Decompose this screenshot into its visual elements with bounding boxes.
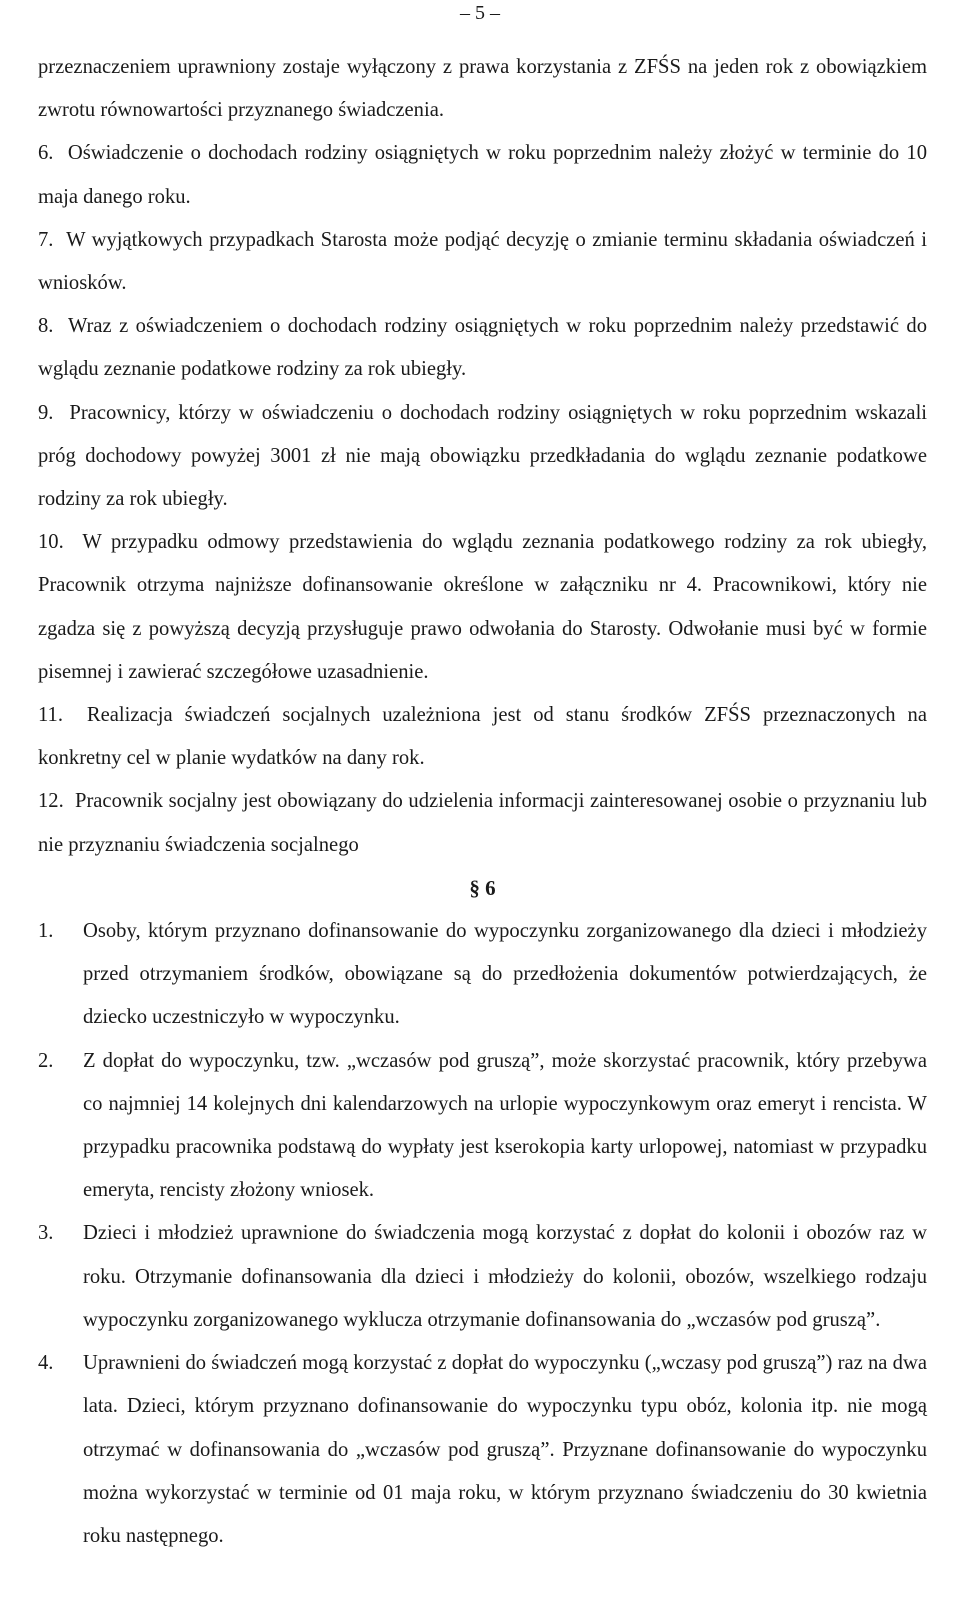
- list-item: [38, 694, 927, 780]
- item-number: 3.: [38, 1222, 54, 1245]
- list-item: [38, 910, 927, 1040]
- list-item: [38, 780, 927, 866]
- item-number: 6.: [38, 142, 61, 165]
- item-text: Pracownicy, którzy w oświadczeniu o dochodach rodziny osiągniętych w roku poprzednim wskazali próg dochodowy powyżej 3001 zł nie mają obowiązku przedkładania do wglądu zeznanie podatkowe rodziny za rok ubiegły.: [38, 401, 928, 511]
- intro-paragraph: przeznaczeniem uprawniony zostaje wyłączony z prawa korzystania z ZFŚS na jeden rok z obowiązkiem zwrotu równowartości przyznanego świadczenia.: [38, 56, 927, 122]
- list-item: [38, 219, 927, 305]
- item-text: Oświadczenie o dochodach rodziny osiągniętych w roku poprzednim należy złożyć w terminie do 10 maja danego roku.: [38, 142, 928, 208]
- list-item: [38, 521, 927, 694]
- list-item: [38, 305, 927, 391]
- item-text: W wyjątkowych przypadkach Starosta może podjąć decyzję o zmianie terminu składania oświadczeń i wniosków.: [38, 228, 928, 295]
- item-number: 2.: [38, 1049, 54, 1072]
- item-number: 8.: [38, 315, 61, 338]
- list-item: [38, 1212, 927, 1342]
- list-item: [38, 1040, 927, 1213]
- item-text: Osoby, którym przyznano dofinansowanie do wypoczynku zorganizowanego dla dzieci i młodzieży przed otrzymaniem środków, obowiązane są do przedłożenia dokumentów potwierdzających, że dziecko uczestniczyło w wypoczynku.: [83, 920, 927, 1029]
- item-number: 11.: [38, 704, 75, 727]
- item-number: 10.: [38, 531, 74, 554]
- item-text: Dzieci i młodzież uprawnione do świadczenia mogą korzystać z dopłat do kolonii i obozów raz w roku. Otrzymanie dofinansowania dla dzieci i młodzieży do kolonii, obozów, wszelkiego rodzaju wypoczynku zorganizowanego wyklucza otrzymanie dofinansowania do „wczasów pod gruszą”.: [83, 1222, 927, 1331]
- item-text: Wraz z oświadczeniem o dochodach rodziny osiągniętych w roku poprzednim należy przedstawić do wglądu zeznanie podatkowe rodziny za rok ubiegły.: [38, 315, 928, 381]
- section-heading-text: § 6: [469, 875, 496, 900]
- list-item: [38, 1342, 927, 1558]
- page-number: – 5 –: [460, 2, 500, 24]
- item-number: 12.: [38, 790, 70, 813]
- item-text: Z dopłat do wypoczynku, tzw. „wczasów pod gruszą”, może skorzystać pracownik, który przebywa co najmniej 14 kolejnych dni kalendarzowych na urlopie wypoczynkowym oraz emeryt i rencista. W przypadku pracownika podstawą do wypłaty jest kserokopia karty urlopowej, natomiast w przypadku emeryta, rencisty złożony wniosek.: [83, 1049, 927, 1202]
- section-heading: [38, 867, 927, 910]
- document-body: [38, 46, 927, 1558]
- item-number: 7.: [38, 228, 60, 251]
- item-number: 1.: [38, 920, 54, 943]
- item-text: Realizacja świadczeń socjalnych uzależniona jest od stanu środków ZFŚS przeznaczonych na konkretny cel w planie wydatków na dany rok.: [38, 704, 927, 770]
- list-item: [38, 392, 927, 522]
- item-number: 9.: [38, 401, 62, 424]
- item-text: W przypadku odmowy przedstawienia do wglądu zeznania podatkowego rodziny za rok ubiegły, Pracownik otrzyma najniższe dofinansowanie określone w załączniku nr 4. Pracownikowi, który nie zgadza się z powyższą decyzją przysługuje prawo odwołania do Starosty. Odwołanie musi być w formie pisemnej i zawierać szczegółowe uzasadnienie.: [38, 531, 927, 683]
- item-text: Uprawnieni do świadczeń mogą korzystać z dopłat do wypoczynku („wczasy pod gruszą”) raz na dwa lata. Dzieci, którym przyznano dofinansowanie do wypoczynku typu obóz, kolonia itp. nie mogą otrzymać w dofinansowania do „wczasów pod gruszą”. Przyznane dofinansowanie do wypoczynku można wykorzystać w terminie od 01 maja roku, w którym przyznano świadczeniu do 30 kwietnia roku następnego.: [83, 1352, 927, 1547]
- list-item: [38, 132, 927, 218]
- item-text: Pracownik socjalny jest obowiązany do udzielenia informacji zainteresowanej osobie o przyznaniu lub nie przyznaniu świadczenia socjalnego: [38, 790, 928, 856]
- item-number: 4.: [38, 1352, 54, 1375]
